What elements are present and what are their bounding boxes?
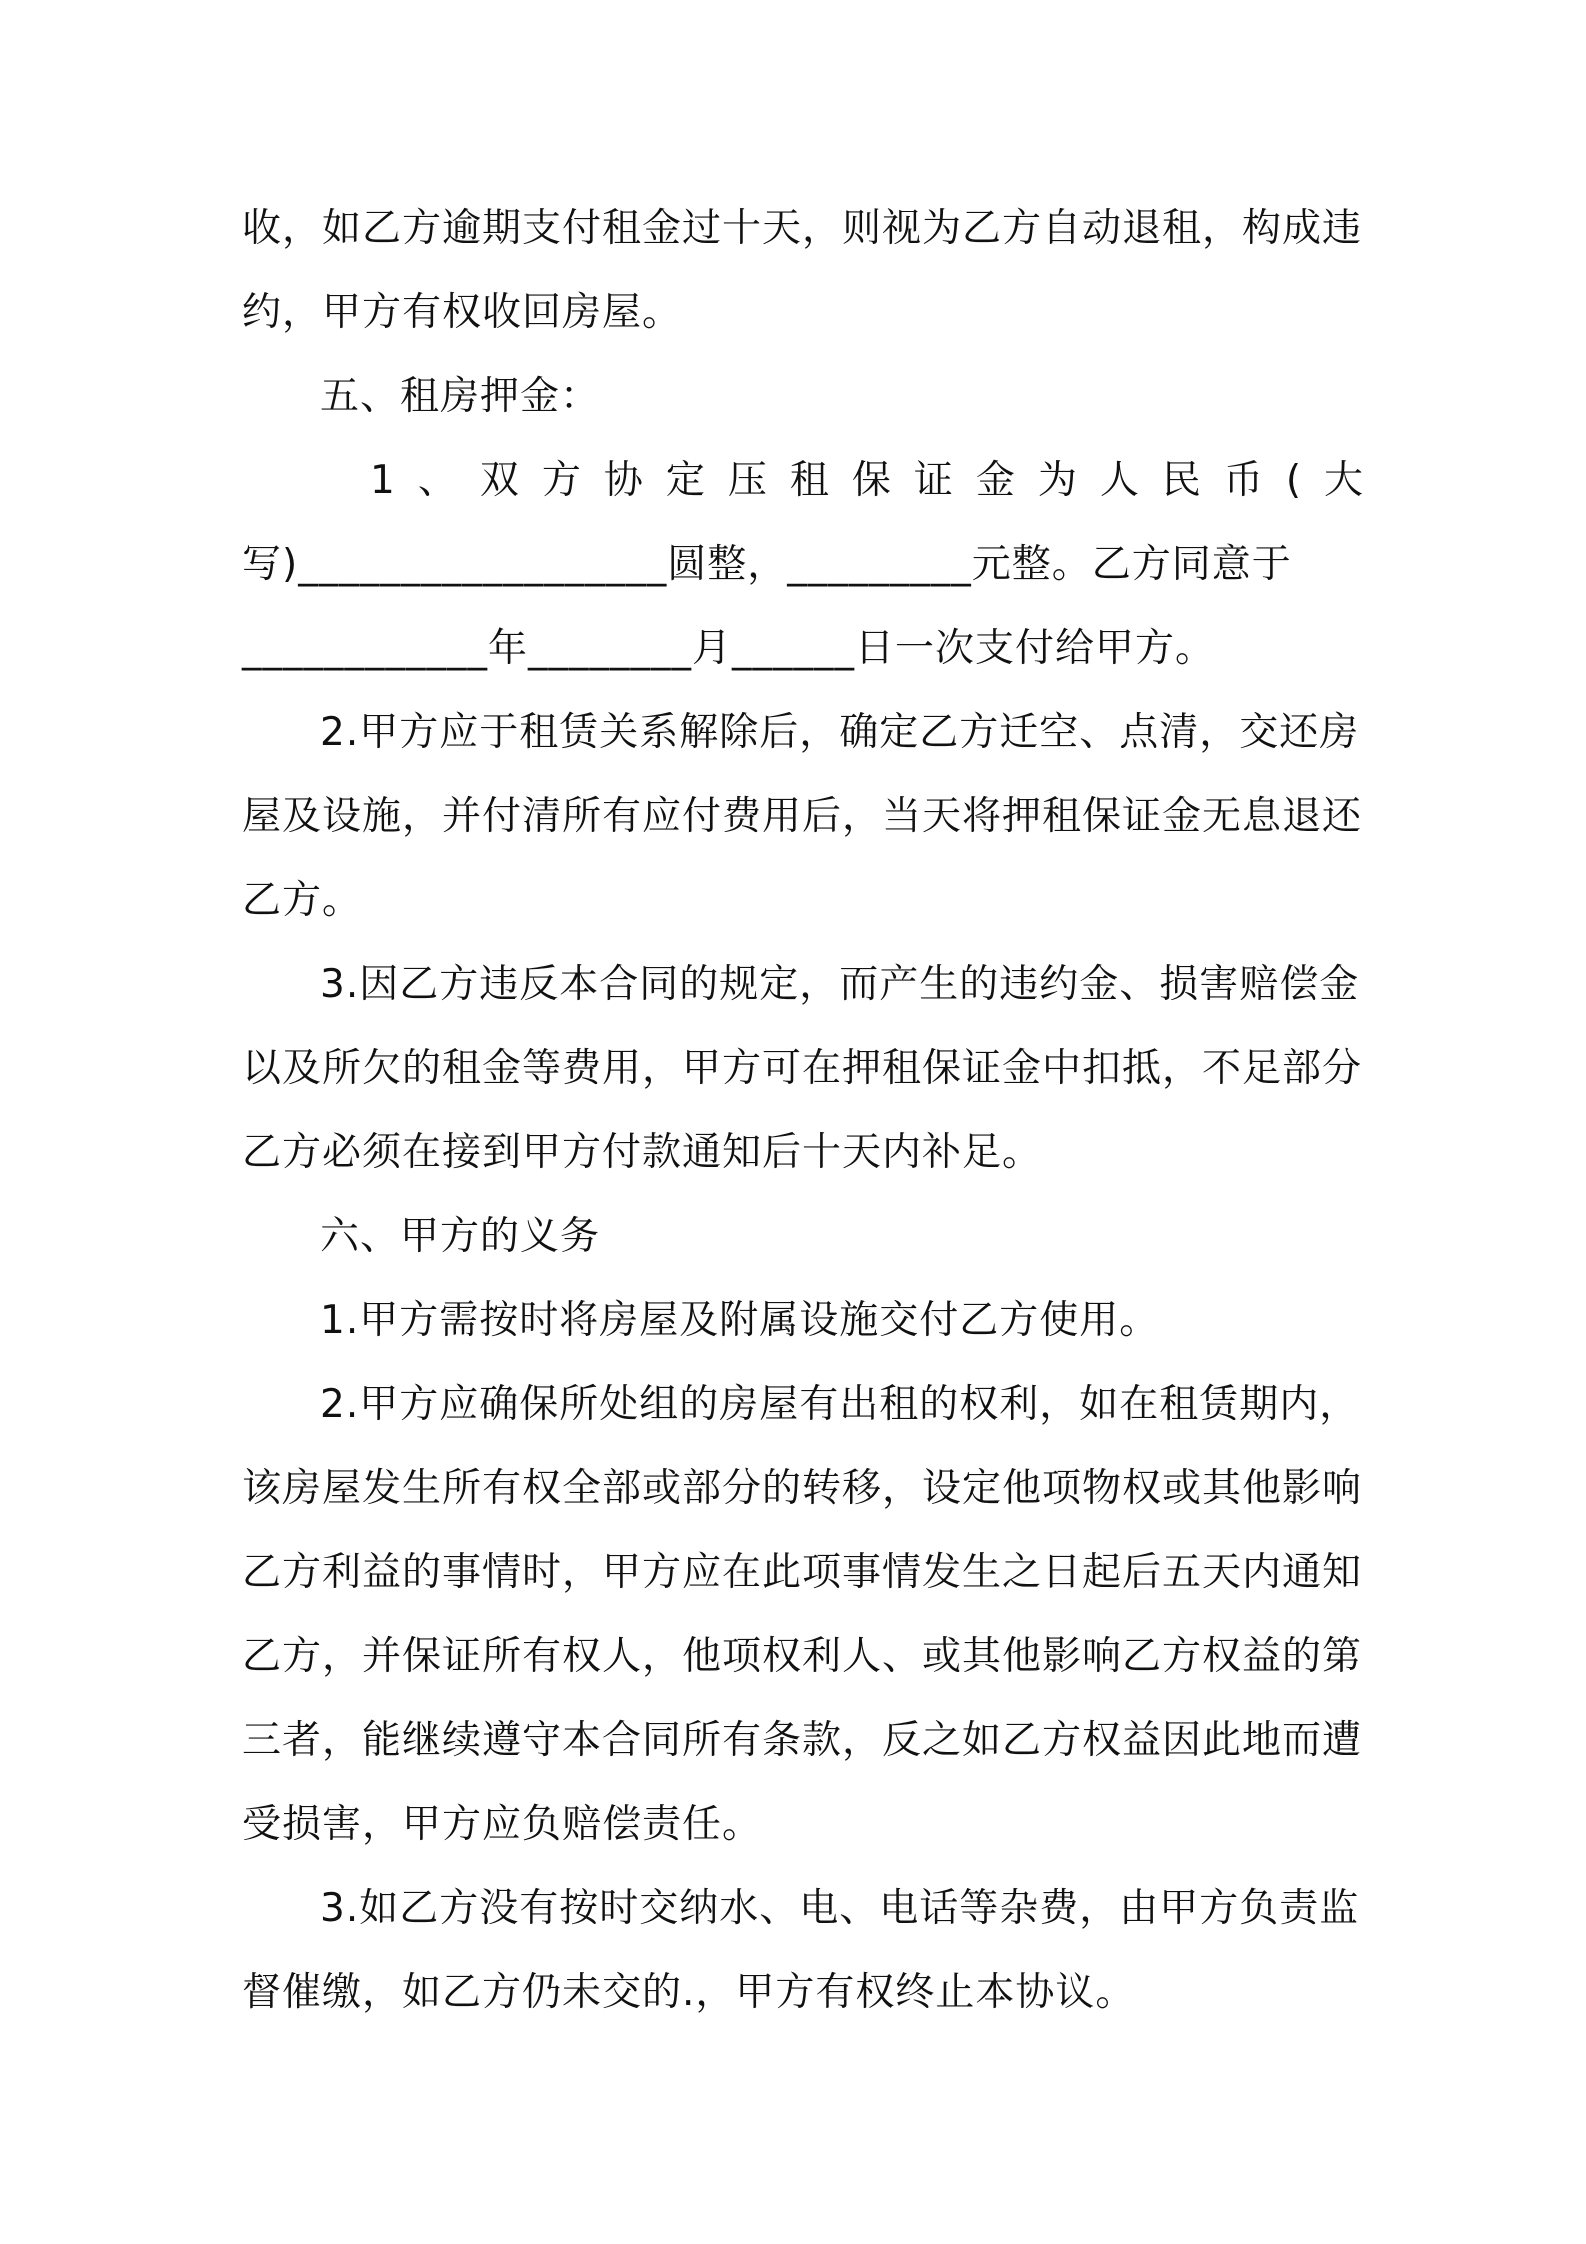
text-line: 1、双方协定压租保证金为人民币(大 (370, 458, 1387, 503)
text-line: 1.甲方需按时将房屋及附属设施交付乙方使用。 (320, 1298, 1160, 1343)
text-line: 2.甲方应于租赁关系解除后，确定乙方迁空、点清，交还房 (320, 710, 1360, 755)
text-line: 屋及设施，并付清所有应付费用后，当天将押租保证金无息退还 (242, 794, 1363, 839)
text-line: 约，甲方有权收回房屋。 (242, 290, 683, 335)
text-line: 2.甲方应确保所处组的房屋有出租的权利，如在租赁期内， (320, 1382, 1360, 1427)
text-line: 乙方利益的事情时，甲方应在此项事情发生之日起后五天内通知 (242, 1550, 1363, 1595)
text-line: 受损害，甲方应负赔偿责任。 (242, 1802, 763, 1847)
text-line: 3.因乙方违反本合同的规定，而产生的违约金、损害赔偿金 (320, 962, 1360, 1007)
text-line: 三者，能继续遵守本合同所有条款，反之如乙方权益因此地而遭 (242, 1718, 1363, 1763)
section-heading: 六、甲方的义务 (320, 1214, 601, 1259)
text-line: 该房屋发生所有权全部或部分的转移，设定他项物权或其他影响 (242, 1466, 1363, 1511)
text-line: 督催缴，如乙方仍未交的.，甲方有权终止本协议。 (242, 1970, 1136, 2015)
text-line: 乙方，并保证所有权人，他项权利人、或其他影响乙方权益的第 (242, 1634, 1363, 1679)
text-line: 以及所欠的租金等费用，甲方可在押租保证金中扣抵，不足部分 (242, 1046, 1363, 1091)
text-line: 3.如乙方没有按时交纳水、电、电话等杂费，由甲方负责监 (320, 1886, 1360, 1931)
section-heading: 五、租房押金： (320, 374, 601, 419)
text-line: 乙方。 (242, 878, 363, 923)
text-line: 写)__________________圆整，_________元整。乙方同意于 (242, 542, 1292, 587)
text-line: 乙方必须在接到甲方付款通知后十天内补足。 (242, 1130, 1043, 1175)
text-line: 收，如乙方逾期支付租金过十天，则视为乙方自动退租，构成违 (242, 206, 1363, 251)
text-line: ____________年________月______日一次支付给甲方。 (242, 626, 1216, 671)
